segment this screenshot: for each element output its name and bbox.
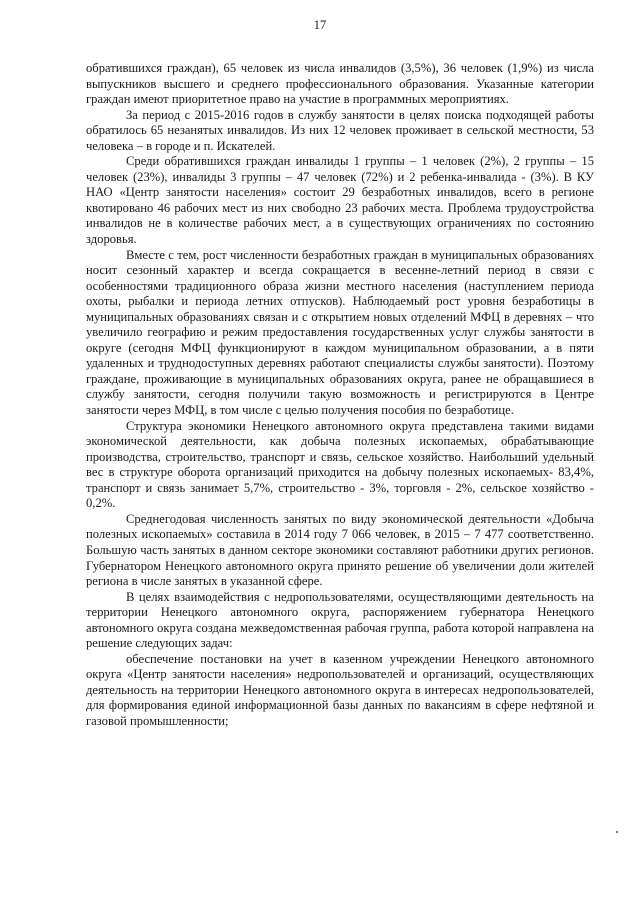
paragraph-disability-groups: Среди обратившихся граждан инвалиды 1 группы – 1 человек (2%), 2 группы – 15 человек (23%), инвалиды 3 группы – 47 человек (72%) и 2 ребенка-инвалида - (3%). В КУ НАО «Центр занятости населения» состоит 29 безработных инвалидов, всего в регионе квотировано 46 рабочих мест из них свободно 23 рабочих места. Проблема трудоустройства инвалидов не в количестве рабочих мест, а в существующих ограничениях по состоянию здоровья. xyxy=(86,154,594,247)
paragraph-task-registration: обеспечение постановки на учет в казенном учреждении Ненецкого автономного округа «Центр занятости населения» недропользователей и организаций, осуществляющих деятельность на территории Ненецкого автономного округа в интересах недропользователей, для формирования единой информационной базы данных по вакансиям в сфере нефтяной и газовой промышленности; xyxy=(86,651,594,728)
document-body xyxy=(86,61,594,730)
page-number: 17 xyxy=(313,18,327,32)
paragraph-working-group: В целях взаимодействия с недропользователями, осуществляющими деятельность на территории Ненецкого автономного округа, распоряжением губернатора Ненецкого автономного округа создана межведомственная рабочая группа, работа которой направлена на решение следующих задач: xyxy=(86,589,594,651)
paragraph-mining-employment: Среднегодовая численность занятых по виду экономической деятельности «Добыча полезных ископаемых» составила в 2014 году 7 066 человек, в 2015 – 7 477 соответственно. Большую часть занятых в данном секторе экономики составляют работники других регионов. Губернатором Ненецкого автономного округа принято решение об увеличении доли жителей региона в числе занятых в указанной сфере. xyxy=(86,511,594,589)
paragraph-economy-structure: Структура экономики Ненецкого автономного округа представлена такими видами экономической деятельности, как добыча полезных ископаемых, обрабатывающие производства, строительство, транспорт и связь, сельское хозяйство. Наибольший удельный вес в структуре оборота организаций приходится на добычу полезных ископаемых- 83,4%, транспорт и связь занимает 5,7%, строительство - 3%, торговля - 2%, сельское хозяйство - 0,2%. xyxy=(86,418,594,511)
paragraph-seasonal-unemployment: Вместе с тем, рост численности безработных граждан в муниципальных образованиях носит сезонный характер и всегда сокращается в весенне-летний период в связи с особенностями традиционного образа жизни местного населения (наступлением периода охоты, рыбалки и периода летних отпусков). Наблюдаемый рост уровня безработицы в муниципальных образованиях связан и с открытием новых отделений МФЦ в деревнях – что увеличило географию и режим предоставления государственных услуг службы занятости в округе (сегодня МФЦ функционируют в каждом муниципальном образовании, а в пяти удаленных и труднодоступных деревнях работают специалисты службы занятости). Поэтому граждане, проживающие в муниципальных образованиях округа, ранее не обращавшиеся в службу занятости, сегодня получили такую возможность и регистрируются в Центре занятости через МФЦ, в том числе с целью получения пособия по безработице. xyxy=(86,247,594,418)
paragraph-disabled-job-seekers: За период с 2015-2016 годов в службу занятости в целях поиска подходящей работы обратилось 65 незанятых инвалидов. Из них 12 человек проживает в сельской местности, 53 человека – в городе и п. Искателей. xyxy=(86,107,594,153)
paragraph-continuation: обратившихся граждан), 65 человек из числа инвалидов (3,5%), 36 человек (1,9%) из числа выпускников высшего и среднего профессионального образования. Указанные категории граждан имеют приоритетное право на участие в программных мероприятиях. xyxy=(86,61,594,107)
scan-speck xyxy=(616,831,618,833)
